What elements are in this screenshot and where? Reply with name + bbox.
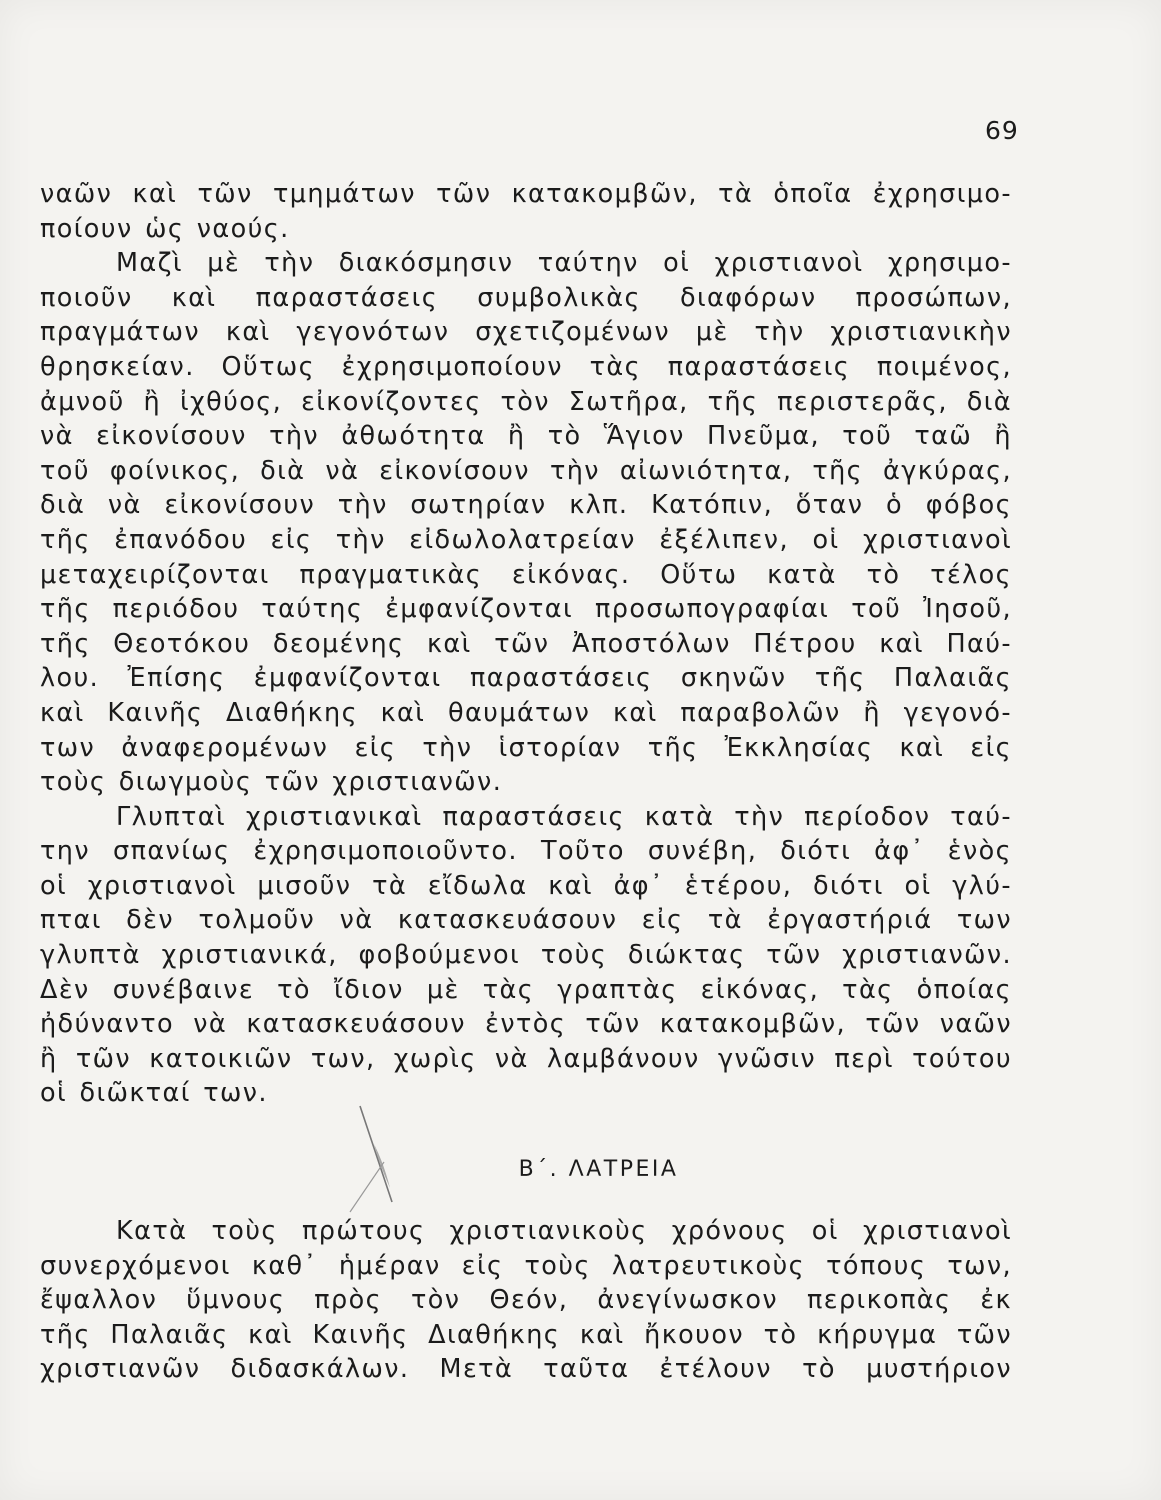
text-line: ἔψαλλον ὕμνους πρὸς τὸν Θεόν, ἀνεγίνωσκον περικοπὰς ἐκ: [40, 1285, 1012, 1316]
text-line: τοῦ φοίνικος, διὰ νὰ εἰκονίσουν τὴν αἰωνιότητα, τῆς ἀγκύρας,: [40, 455, 1012, 486]
text-line: διὰ νὰ εἰκονίσουν τὴν σωτηρίαν κλπ. Κατόπιν, ὅταν ὁ φόβος: [40, 490, 1012, 521]
text-line: γλυπτὰ χριστιανικά, φοβούμενοι τοὺς διώκτας τῶν χριστιανῶν.: [40, 940, 1012, 971]
body-text-top: [40, 177, 1012, 1111]
text-line: τῆς περιόδου ταύτης ἐμφανίζονται προσωπογραφίαι τοῦ Ἰησοῦ,: [40, 594, 1012, 625]
text-line: οἱ διῶκταί των.: [40, 1078, 268, 1109]
text-line: οἱ χριστιανοὶ μισοῦν τὰ εἴδωλα καὶ ἀφ᾽ ἑτέρου, διότι οἱ γλύ-: [40, 870, 1012, 901]
text-line: ποιοῦν καὶ παραστάσεις συμβολικὰς διαφόρων προσώπων,: [40, 282, 1012, 313]
body-text-bottom: [40, 1214, 1012, 1387]
text-line: ἀμνοῦ ἢ ἰχθύος, εἰκονίζοντες τὸν Σωτῆρα, τῆς περιστερᾶς, διὰ: [40, 386, 1012, 417]
text-line: θρησκείαν. Οὕτως ἐχρησιμοποίουν τὰς παραστάσεις ποιμένος,: [40, 351, 1012, 382]
page-number: 69: [985, 116, 1019, 145]
text-line: τῆς ἐπανόδου εἰς τὴν εἰδωλολατρείαν ἐξέλιπεν, οἱ χριστιανοὶ: [40, 524, 1012, 555]
text-line: ἢ τῶν κατοικιῶν των, χωρὶς νὰ λαμβάνουν γνῶσιν περὶ τούτου: [40, 1043, 1012, 1074]
text-line: λου. Ἐπίσης ἐμφανίζονται παραστάσεις σκηνῶν τῆς Παλαιᾶς: [40, 663, 1012, 694]
text-line: τοὺς διωγμοὺς τῶν χριστιανῶν.: [40, 767, 503, 798]
text-line: πται δὲν τολμοῦν νὰ κατασκευάσουν εἰς τὰ ἐργαστήριά των: [40, 905, 1012, 936]
text-line: χριστιανῶν διδασκάλων. Μετὰ ταῦτα ἐτέλουν τὸ μυστήριον: [40, 1354, 1012, 1385]
text-line: καὶ Καινῆς Διαθήκης καὶ θαυμάτων καὶ παραβολῶν ἢ γεγονό-: [40, 697, 1012, 728]
text-line: Κατὰ τοὺς πρώτους χριστιανικοὺς χρόνους οἱ χριστιανοὶ: [116, 1216, 1012, 1246]
text-line: Δὲν συνέβαινε τὸ ἴδιον μὲ τὰς γραπτὰς εἰκόνας, τὰς ὁποίας: [40, 974, 1012, 1005]
text-line: την σπανίως ἐχρησιμοποιοῦντο. Τοῦτο συνέβη, διότι ἀφ᾽ ἑνὸς: [40, 836, 1012, 867]
text-line: τῆς Θεοτόκου δεομένης καὶ τῶν Ἀποστόλων Πέτρου καὶ Παύ-: [40, 628, 1012, 659]
text-line: των ἀναφερομένων εἰς τὴν ἱστορίαν τῆς Ἐκκλησίας καὶ εἰς: [40, 732, 1012, 763]
text-line: τῆς Παλαιᾶς καὶ Καινῆς Διαθήκης καὶ ἤκουον τὸ κήρυγμα τῶν: [40, 1319, 1012, 1350]
text-line: Γλυπταὶ χριστιανικαὶ παραστάσεις κατὰ τὴν περίοδον ταύ-: [116, 801, 1012, 832]
text-line: ναῶν καὶ τῶν τμημάτων τῶν κατακομβῶν, τὰ ὁποῖα ἐχρησιμο-: [40, 179, 1012, 209]
text-line: ἠδύναντο νὰ κατασκευάσουν ἐντὸς τῶν κατακομβῶν, τῶν ναῶν: [40, 1009, 1012, 1040]
text-line: πραγμάτων καὶ γεγονότων σχετιζομένων μὲ τὴν χριστιανικὴν: [40, 317, 1012, 348]
text-line: ποίουν ὡς ναούς.: [40, 213, 290, 244]
section-heading: Β΄. ΛΑΤΡΕΙΑ: [518, 1157, 679, 1182]
text-line: νὰ εἰκονίσουν τὴν ἀθωότητα ἢ τὸ Ἅγιον Πνεῦμα, τοῦ ταῶ ἢ: [40, 421, 1012, 452]
text-line: μεταχειρίζονται πραγματικὰς εἰκόνας. Οὕτω κατὰ τὸ τέλος: [40, 559, 1012, 590]
text-line: συνερχόμενοι καθ᾽ ἡμέραν εἰς τοὺς λατρευτικοὺς τόπους των,: [40, 1250, 1012, 1281]
text-line: Μαζὶ μὲ τὴν διακόσμησιν ταύτην οἱ χριστιανοὶ χρησιμο-: [116, 248, 1012, 279]
